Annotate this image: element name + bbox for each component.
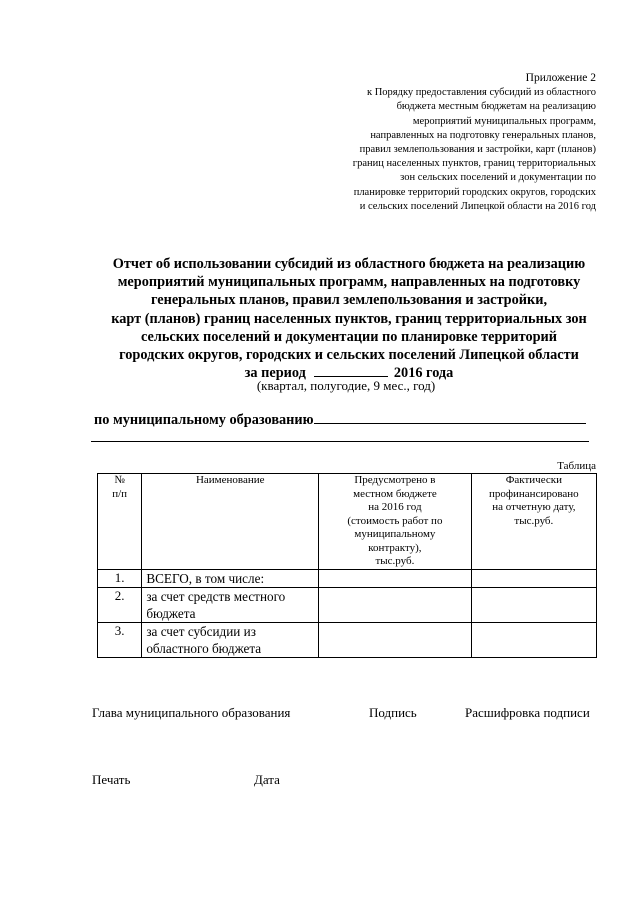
municipality-row: [94, 409, 586, 429]
period-hint-row: [0, 378, 640, 394]
table-header-row: [98, 474, 597, 570]
period-blank-field[interactable]: [314, 364, 388, 377]
report-title-line: городских округов, городских и сельских поселений Липецкой области: [119, 347, 579, 364]
row-name: за счет средств местного бюджета: [142, 587, 319, 622]
row-name: ВСЕГО, в том числе:: [142, 569, 319, 587]
head-label: Глава муниципального образования: [92, 705, 291, 720]
appendix-line: планировке территорий городских округов, городских: [353, 186, 596, 198]
signature-label: Подпись: [369, 705, 417, 720]
header-planned: [319, 474, 472, 570]
table-row: [98, 569, 597, 587]
header-text: местном бюджете: [353, 487, 437, 500]
row-actual-cell[interactable]: [471, 622, 596, 657]
stamp-label: Печать: [92, 772, 131, 787]
header-text: тыс.руб.: [514, 514, 554, 527]
header-text: (стоимость работ по: [347, 514, 443, 527]
report-title-line: сельских поселений и документации по планировке территорий: [140, 328, 558, 345]
municipality-label: по муниципальному образованию: [94, 412, 314, 428]
appendix-line: и сельских поселений Липецкой области на 2016 год: [359, 200, 596, 212]
signature-decode-label: Расшифровка подписи: [465, 705, 590, 720]
municipality-blank-line-2[interactable]: [91, 441, 589, 442]
row-number: 2.: [98, 587, 142, 622]
header-text: п/п: [112, 487, 128, 500]
row-planned-cell[interactable]: [319, 622, 472, 657]
row-planned-cell[interactable]: [319, 569, 472, 587]
report-title: [60, 255, 638, 382]
table-row: [98, 622, 597, 657]
appendix-block: [353, 71, 596, 214]
header-text: муниципальному: [354, 528, 436, 540]
report-table: [97, 473, 597, 658]
appendix-line: зон сельских поселений и документации по: [400, 172, 596, 184]
header-text: на отчетную дату,: [492, 501, 576, 513]
header-text: контракту),: [368, 541, 422, 554]
date-label: Дата: [254, 772, 280, 787]
appendix-line: правил землепользования и застройки, карт (планов): [359, 144, 596, 156]
header-text: профинансировано: [489, 487, 579, 500]
header-text: Предусмотрено в: [354, 474, 436, 486]
row-number: 1.: [98, 569, 142, 587]
header-text: тыс.руб.: [375, 555, 415, 567]
row-actual-cell[interactable]: [471, 569, 596, 587]
header-text: на 2016 год: [368, 501, 422, 513]
report-title-line: карт (планов) границ населенных пунктов, границ территориальных зон: [111, 310, 587, 327]
municipality-blank-field[interactable]: [314, 409, 586, 424]
row-actual-cell[interactable]: [471, 587, 596, 622]
header-text: Наименование: [195, 474, 265, 486]
row-number: 3.: [98, 622, 142, 657]
appendix-line: мероприятий муниципальных программ,: [412, 115, 596, 127]
table-row: [98, 587, 597, 622]
appendix-line: границ населенных пунктов, границ территориальных: [352, 158, 596, 170]
table-caption: Таблица: [557, 460, 596, 472]
appendix-line: бюджета местным бюджетам на реализацию: [396, 101, 596, 113]
report-title-line: мероприятий муниципальных программ, направленных на подготовку: [117, 274, 581, 291]
period-year: 2016 года: [393, 365, 454, 382]
report-title-line: генеральных планов, правил землепользования и застройки,: [150, 292, 548, 309]
header-name: [142, 474, 319, 570]
header-text: Фактически: [505, 474, 562, 486]
appendix-title: Приложение 2: [525, 72, 596, 84]
appendix-line: к Порядку предоставления субсидий из областного: [366, 87, 596, 99]
header-text: №: [114, 474, 125, 486]
period-hint: (квартал, полугодие, 9 мес., год): [256, 378, 436, 393]
header-number: [98, 474, 142, 570]
report-title-line: Отчет об использовании субсидий из областного бюджета на реализацию: [112, 256, 586, 272]
header-actual: [471, 474, 596, 570]
appendix-line: направленных на подготовку генеральных планов,: [370, 129, 596, 141]
period-label: за период: [244, 365, 306, 382]
row-name: за счет субсидии из областного бюджета: [142, 622, 319, 657]
row-planned-cell[interactable]: [319, 587, 472, 622]
